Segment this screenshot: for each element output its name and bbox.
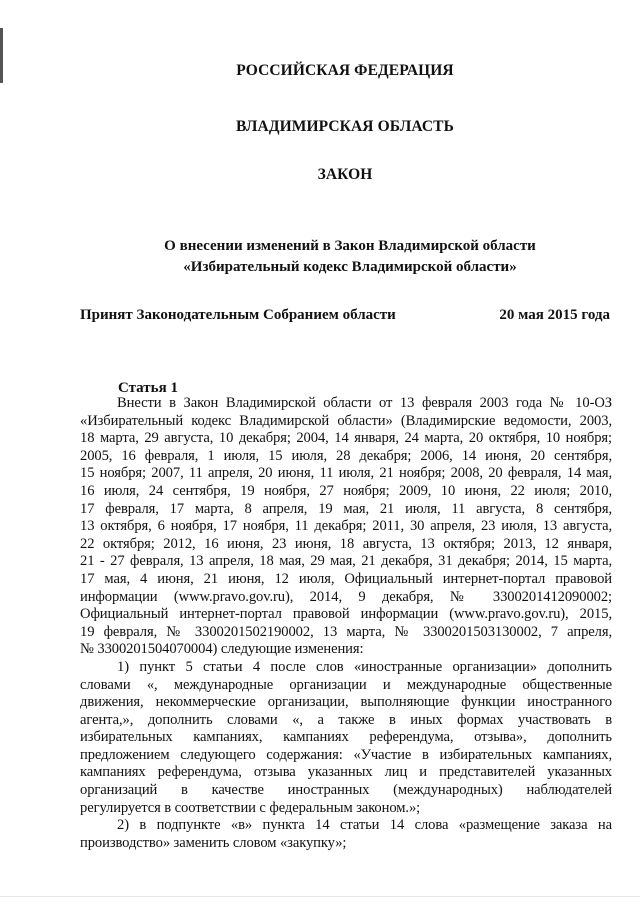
text-line: 17 февраля, 17 марта, 8 апреля, 19 мая, 21 июля, 11 августа, 8 сентября, xyxy=(80,500,612,517)
text-line: регулируется в соответствии с федеральным законом.»; xyxy=(80,799,421,816)
text-line: агента,», дополнить словами «, а также в иных формах участвовать в xyxy=(80,711,612,728)
law-subject-line-1: О внесении изменений в Закон Владимирской области xyxy=(164,238,536,254)
adopted-by-text: Принят Законодательным Собранием области xyxy=(80,307,396,323)
article-intro-paragraph xyxy=(80,395,612,659)
country-heading: РОССИЙСКАЯ ФЕДЕРАЦИЯ xyxy=(236,62,454,79)
text-line: словами «, международные организации и международные общественные xyxy=(80,676,612,693)
text-line: движения, некоммерческие организации, выполняющие функции иностранного xyxy=(80,694,612,711)
text-line: 16 июля, 24 сентября, 19 ноября, 27 ноября; 2009, 10 июня, 22 июля; 2010, xyxy=(80,482,612,499)
text-line: 15 ноября; 2007, 11 апреля, 20 июня, 11 июля, 21 ноября; 2008, 20 февраля, 14 мая, xyxy=(80,465,612,482)
text-line: 22 октября; 2012, 16 июня, 23 июня, 18 августа, 13 октября; 2013, 12 января, xyxy=(80,535,612,552)
text-line: организаций в качестве иностранных (международных) наблюдателей xyxy=(80,782,612,799)
text-line: 19 февраля, № 3300201502190002, 13 марта, № 3300201503130002, 7 апреля, xyxy=(80,623,612,640)
document-kind-heading: ЗАКОН xyxy=(317,166,373,183)
text-line: «Избирательный кодекс Владимирской области» (Владимирские ведомости, 2003, xyxy=(80,412,612,429)
text-line: 13 октября, 6 ноября, 17 ноября, 11 декабря; 2011, 30 апреля, 23 июля, 13 августа, xyxy=(80,518,612,535)
text-line: производство» заменить словом «закупку»; xyxy=(80,834,347,851)
text-line: Внести в Закон Владимирской области от 13 февраля 2003 года № 10-ОЗ xyxy=(117,395,612,411)
text-line: кампаниях референдума, отзыва указанных лиц и представителей указанных xyxy=(80,764,612,781)
law-subject xyxy=(0,236,640,278)
text-line: № 3300201504070004) следующие изменения: xyxy=(80,641,364,658)
text-line: 18 марта, 29 августа, 10 декабря; 2004, 14 января, 24 марта, 20 октября, 10 ноября; xyxy=(80,430,612,447)
law-subject-line-2: «Избирательный кодекс Владимирской области» xyxy=(183,259,517,275)
text-line: 21 - 27 февраля, 13 апреля, 18 мая, 29 мая, 21 декабря, 31 декабря; 2014, 15 марта, xyxy=(80,553,612,570)
text-line: Официальный интернет-портал правовой информации (www.pravo.gov.ru), 2015, xyxy=(80,606,612,623)
text-line: предложением следующего содержания: «Участие в избирательных кампаниях, xyxy=(80,746,612,763)
region-heading: ВЛАДИМИРСКАЯ ОБЛАСТЬ xyxy=(236,118,454,135)
text-line: 2) в подпункте «в» пункта 14 статьи 14 слова «размещение заказа на xyxy=(117,817,612,834)
text-line: избирательных кампаниях, кампаниях референдума, отзыва», дополнить xyxy=(80,729,612,746)
adoption-date: 20 мая 2015 года xyxy=(499,307,610,323)
text-line: 2005, 16 февраля, 1 июля, 15 июля, 28 декабря; 2006, 14 июня, 20 сентября, xyxy=(80,447,612,464)
amendment-item-1 xyxy=(80,659,612,817)
text-line: 17 мая, 4 июня, 21 июня, 12 июля, Официальный интернет-портал правовой xyxy=(80,570,612,587)
article-title: Статья 1 xyxy=(118,380,178,396)
text-line: 1) пункт 5 статьи 4 после слов «иностранные организации» дополнить xyxy=(117,658,612,675)
amendment-item-2 xyxy=(80,817,612,852)
text-line: информации (www.pravo.gov.ru), 2014, 9 декабря, № 3300201412090002; xyxy=(80,588,612,605)
article-body xyxy=(80,395,612,852)
